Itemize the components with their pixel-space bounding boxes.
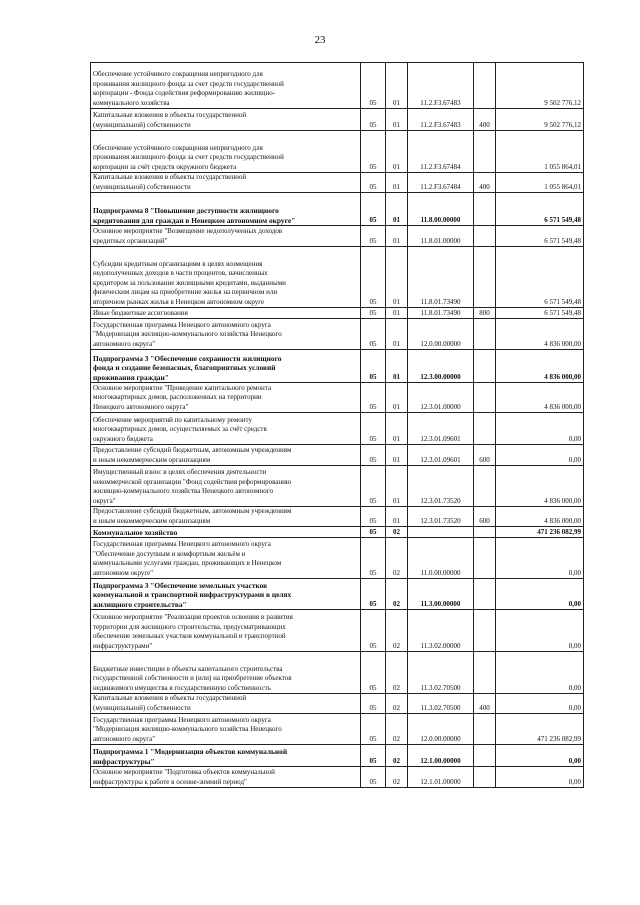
amount-cell: 1 055 864,01	[496, 173, 584, 193]
section-code-cell: 05	[361, 652, 386, 694]
expense-type-cell	[474, 714, 496, 745]
amount-cell: 0,00	[496, 579, 584, 610]
section-code-cell: 05	[361, 383, 386, 413]
table-row	[91, 745, 584, 767]
target-article-cell: 12.0.00.00000	[408, 714, 474, 745]
table-row	[91, 131, 584, 173]
section-code-cell: 05	[361, 507, 386, 527]
amount-cell: 0,00	[496, 413, 584, 445]
budget-table	[90, 62, 584, 788]
target-article-cell: 12.0.00.00000	[408, 319, 474, 350]
section-code-cell: 05	[361, 694, 386, 714]
subsection-code-cell: 02	[386, 694, 408, 714]
expense-type-cell: 400	[474, 694, 496, 714]
subsection-code-cell: 02	[386, 610, 408, 652]
amount-cell: 6 571 549,48	[496, 308, 584, 319]
item-name-cell: Капитальные вложения в объекты государственной (муниципальной) собственности	[91, 109, 361, 131]
table-row	[91, 466, 584, 507]
amount-cell: 0,00	[496, 610, 584, 652]
amount-cell: 4 836 000,00	[496, 383, 584, 413]
item-name-cell: Иные бюджетные ассигнования	[91, 308, 361, 319]
amount-cell: 0,00	[496, 694, 584, 714]
subsection-code-cell: 02	[386, 538, 408, 579]
item-name-cell: Основное мероприятие "Проведение капитального ремонта многоквартирных домов, расположенных на территории Ненецкого автономного округа"	[91, 383, 361, 413]
table-row	[91, 193, 584, 226]
section-code-cell: 05	[361, 247, 386, 308]
target-article-cell	[408, 527, 474, 538]
target-article-cell: 11.3.02.70500	[408, 694, 474, 714]
section-code-cell: 05	[361, 63, 386, 109]
expense-type-cell	[474, 767, 496, 788]
item-name-cell: Субсидии кредитным организациям в целях возмещения недополученных доходов в части процентов, начисленных кредитором за пользование жилищными кредитами, выданными физическим лицам на приобретение жилья на первичном или вторичном рынках жилья в Ненецком автономном округе	[91, 247, 361, 308]
expense-type-cell	[474, 247, 496, 308]
item-name-cell: Бюджетные инвестиции в объекты капитального строительства государственной собственности и (или) на приобретение объектов недвижимого имущества в государственную собственность	[91, 652, 361, 694]
table-row	[91, 350, 584, 383]
section-code-cell: 05	[361, 527, 386, 538]
budget-table-body	[91, 63, 584, 788]
subsection-code-cell: 01	[386, 63, 408, 109]
table-row	[91, 109, 584, 131]
subsection-code-cell: 01	[386, 413, 408, 445]
amount-cell: 0,00	[496, 767, 584, 788]
table-row	[91, 383, 584, 413]
target-article-cell: 12.3.01.73520	[408, 466, 474, 507]
subsection-code-cell: 02	[386, 745, 408, 767]
amount-cell: 4 836 000,00	[496, 507, 584, 527]
amount-cell: 4 836 000,00	[496, 319, 584, 350]
subsection-code-cell: 01	[386, 445, 408, 466]
table-row	[91, 247, 584, 308]
subsection-code-cell: 01	[386, 507, 408, 527]
expense-type-cell	[474, 652, 496, 694]
section-code-cell: 05	[361, 109, 386, 131]
item-name-cell: Государственная программа Ненецкого автономного округа "Модернизация жилищно-коммунального хозяйства Ненецкого автономного округа"	[91, 319, 361, 350]
expense-type-cell	[474, 527, 496, 538]
item-name-cell: Основное мероприятие "Реализация проектов освоения и развития территории для жилищного строительства, предусматривающих обеспечение земельных участков коммунальной и транспортной инфраструктурами"	[91, 610, 361, 652]
table-row	[91, 445, 584, 466]
target-article-cell: 11.8.01.73490	[408, 247, 474, 308]
expense-type-cell	[474, 383, 496, 413]
expense-type-cell	[474, 466, 496, 507]
item-name-cell: Коммунальное хозяйство	[91, 527, 361, 538]
item-name-cell: Подпрограмма 1 "Модернизация объектов коммунальной инфраструктуры"	[91, 745, 361, 767]
expense-type-cell	[474, 63, 496, 109]
amount-cell: 6 571 549,48	[496, 247, 584, 308]
item-name-cell: Подпрограмма 8 "Повышение доступности жилищного кредитования для граждан в Ненецком автономном округе"	[91, 193, 361, 226]
amount-cell: 1 055 864,01	[496, 131, 584, 173]
item-name-cell: Подпрограмма 3 "Обеспечение сохранности жилищного фонда и создание безопасных, благоприятных условий проживания граждан"	[91, 350, 361, 383]
table-row	[91, 527, 584, 538]
table-row	[91, 579, 584, 610]
target-article-cell: 11.3.02.70500	[408, 652, 474, 694]
table-row	[91, 507, 584, 527]
amount-cell: 0,00	[496, 652, 584, 694]
target-article-cell: 11.3.02.00000	[408, 610, 474, 652]
expense-type-cell: 600	[474, 445, 496, 466]
amount-cell: 4 836 000,00	[496, 466, 584, 507]
amount-cell: 471 236 082,99	[496, 527, 584, 538]
section-code-cell: 05	[361, 319, 386, 350]
section-code-cell: 05	[361, 538, 386, 579]
section-code-cell: 05	[361, 745, 386, 767]
expense-type-cell	[474, 350, 496, 383]
item-name-cell: Обеспечение устойчивого сокращения непригодного для проживания жилищного фонда за счет средств государственной корпорации за счёт средств окружного бюджета	[91, 131, 361, 173]
target-article-cell: 11.8.00.00000	[408, 193, 474, 226]
table-row	[91, 538, 584, 579]
section-code-cell: 05	[361, 173, 386, 193]
table-row	[91, 413, 584, 445]
item-name-cell: Основное мероприятие "Возмещение недополученных доходов кредитных организаций"	[91, 226, 361, 247]
page-number: 23	[314, 34, 326, 46]
section-code-cell: 05	[361, 350, 386, 383]
table-row	[91, 652, 584, 694]
section-code-cell: 05	[361, 466, 386, 507]
expense-type-cell: 600	[474, 507, 496, 527]
section-code-cell: 05	[361, 308, 386, 319]
target-article-cell: 12.3.01.00000	[408, 383, 474, 413]
section-code-cell: 05	[361, 610, 386, 652]
table-row	[91, 714, 584, 745]
section-code-cell: 05	[361, 579, 386, 610]
target-article-cell: 11.8.01.73490	[408, 308, 474, 319]
expense-type-cell	[474, 745, 496, 767]
table-row	[91, 767, 584, 788]
target-article-cell: 12.1.01.00000	[408, 767, 474, 788]
section-code-cell: 05	[361, 767, 386, 788]
expense-type-cell	[474, 319, 496, 350]
expense-type-cell: 400	[474, 109, 496, 131]
amount-cell: 0,00	[496, 538, 584, 579]
item-name-cell: Основное мероприятие "Подготовка объектов коммунальной инфраструктуры к работе в осенне-зимний период"	[91, 767, 361, 788]
table-row	[91, 63, 584, 109]
item-name-cell: Государственная программа Ненецкого автономного округа "Обеспечение доступным и комфортным жильём и коммунальными услугами граждан, проживающих в Ненецком автономном округе"	[91, 538, 361, 579]
target-article-cell: 11.0.00.00000	[408, 538, 474, 579]
subsection-code-cell: 01	[386, 350, 408, 383]
subsection-code-cell: 01	[386, 109, 408, 131]
section-code-cell: 05	[361, 445, 386, 466]
amount-cell: 4 836 000,00	[496, 350, 584, 383]
section-code-cell: 05	[361, 131, 386, 173]
expense-type-cell	[474, 579, 496, 610]
expense-type-cell	[474, 538, 496, 579]
item-name-cell: Обеспечение устойчивого сокращения непригодного для проживания жилищного фонда за счет средств государственной корпорации - Фонда содействия реформированию жилищно- коммунального хозяйства	[91, 63, 361, 109]
section-code-cell: 05	[361, 193, 386, 226]
item-name-cell: Предоставление субсидий бюджетным, автономным учреждениям и иным некоммерческим организациям	[91, 507, 361, 527]
table-row	[91, 694, 584, 714]
item-name-cell: Государственная программа Ненецкого автономного округа "Модернизация жилищно-коммунального хозяйства Ненецкого автономного округа"	[91, 714, 361, 745]
subsection-code-cell: 02	[386, 714, 408, 745]
expense-type-cell	[474, 193, 496, 226]
table-row	[91, 173, 584, 193]
amount-cell: 0,00	[496, 445, 584, 466]
item-name-cell: Капитальные вложения в объекты государственной (муниципальной) собственности	[91, 173, 361, 193]
amount-cell: 9 502 776,12	[496, 63, 584, 109]
subsection-code-cell: 02	[386, 652, 408, 694]
item-name-cell: Имущественный взнос в целях обеспечения деятельности некоммерческой организации "Фонд содействия реформированию жилищно-коммунального хозяйства Ненецкого автономного округа"	[91, 466, 361, 507]
table-row	[91, 226, 584, 247]
amount-cell: 0,00	[496, 745, 584, 767]
expense-type-cell	[474, 226, 496, 247]
target-article-cell: 11.2.F3.67484	[408, 131, 474, 173]
target-article-cell: 11.2.F3.67483	[408, 63, 474, 109]
target-article-cell: 11.2.F3.67484	[408, 173, 474, 193]
expense-type-cell: 400	[474, 173, 496, 193]
expense-type-cell	[474, 413, 496, 445]
table-row	[91, 308, 584, 319]
item-name-cell: Предоставление субсидий бюджетным, автономным учреждениям и иным некоммерческим организациям	[91, 445, 361, 466]
expense-type-cell: 800	[474, 308, 496, 319]
amount-cell: 9 502 776,12	[496, 109, 584, 131]
subsection-code-cell: 02	[386, 527, 408, 538]
table-row	[91, 610, 584, 652]
subsection-code-cell: 02	[386, 767, 408, 788]
subsection-code-cell: 01	[386, 319, 408, 350]
target-article-cell: 12.1.00.00000	[408, 745, 474, 767]
subsection-code-cell: 01	[386, 173, 408, 193]
expense-type-cell	[474, 131, 496, 173]
target-article-cell: 12.3.01.73520	[408, 507, 474, 527]
amount-cell: 6 571 549,48	[496, 193, 584, 226]
amount-cell: 471 236 082,99	[496, 714, 584, 745]
table-row	[91, 319, 584, 350]
item-name-cell: Подпрограмма 3 "Обеспечение земельных участков коммунальной и транспортной инфраструктурами в целях жилищного строительства"	[91, 579, 361, 610]
target-article-cell: 11.3.00.00000	[408, 579, 474, 610]
subsection-code-cell: 01	[386, 193, 408, 226]
target-article-cell: 12.3.00.00000	[408, 350, 474, 383]
subsection-code-cell: 01	[386, 308, 408, 319]
target-article-cell: 12.3.01.09601	[408, 413, 474, 445]
target-article-cell: 11.2.F3.67483	[408, 109, 474, 131]
subsection-code-cell: 02	[386, 579, 408, 610]
subsection-code-cell: 01	[386, 247, 408, 308]
subsection-code-cell: 01	[386, 383, 408, 413]
subsection-code-cell: 01	[386, 131, 408, 173]
subsection-code-cell: 01	[386, 466, 408, 507]
expense-type-cell	[474, 610, 496, 652]
section-code-cell: 05	[361, 714, 386, 745]
target-article-cell: 12.3.01.09601	[408, 445, 474, 466]
section-code-cell: 05	[361, 226, 386, 247]
section-code-cell: 05	[361, 413, 386, 445]
item-name-cell: Обеспечение мероприятий по капитальному ремонту многоквартирных домов, осуществляемых за счёт средств окружного бюджета	[91, 413, 361, 445]
amount-cell: 6 571 549,48	[496, 226, 584, 247]
item-name-cell: Капитальные вложения в объекты государственной (муниципальной) собственности	[91, 694, 361, 714]
subsection-code-cell: 01	[386, 226, 408, 247]
target-article-cell: 11.8.01.00000	[408, 226, 474, 247]
